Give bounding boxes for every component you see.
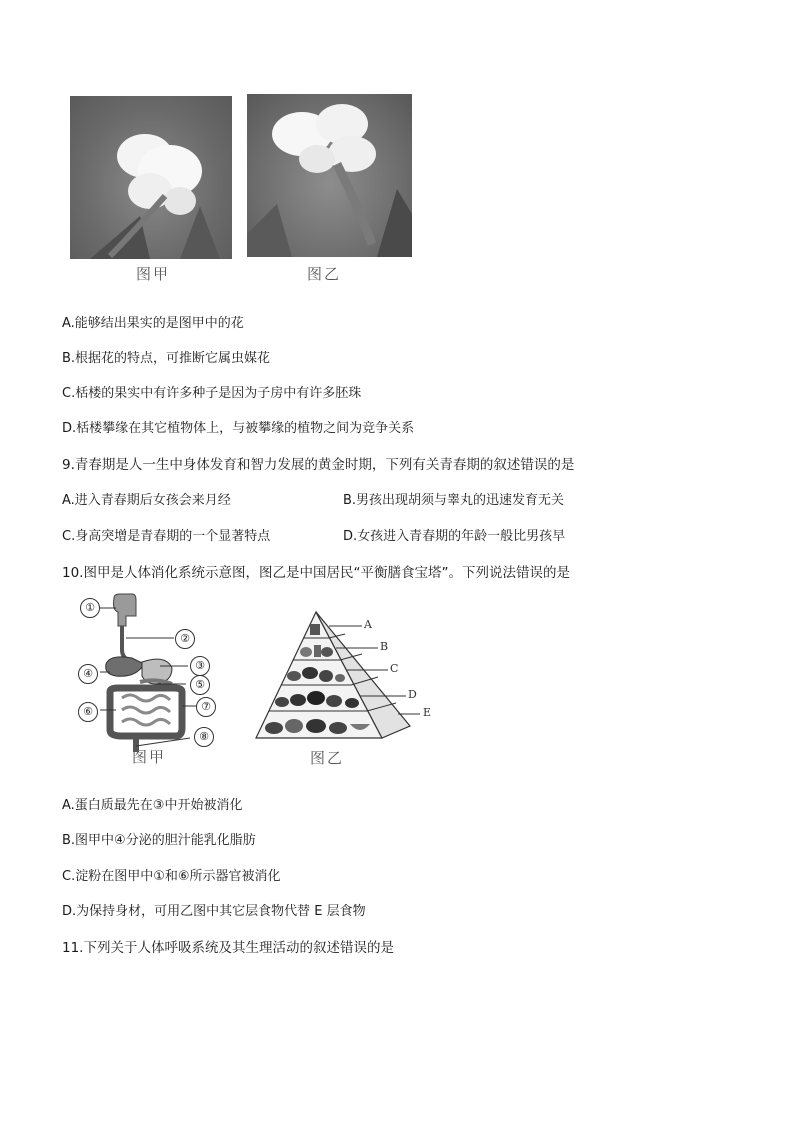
pyramid-label-a: A bbox=[364, 618, 372, 631]
q8-option-a: A.能够结出果实的是图甲中的花 bbox=[62, 316, 244, 331]
flower-photo-right bbox=[247, 94, 412, 257]
pyramid-caption: 图乙 bbox=[310, 749, 345, 767]
figure-caption-left: 图甲 bbox=[136, 265, 171, 283]
pyramid-label-e: E bbox=[423, 706, 432, 719]
q11-stem: 11.下列关于人体呼吸系统及其生理活动的叙述错误的是 bbox=[62, 940, 394, 956]
q9-stem: 9.青春期是人一生中身体发育和智力发展的黄金时期，下列有关青春期的叙述错误的是 bbox=[62, 457, 575, 473]
q10-option-a: A.蛋白质最先在③中开始被消化 bbox=[62, 798, 243, 813]
label-4: ④ bbox=[78, 664, 98, 684]
q9-option-b: B.男孩出现胡须与睾丸的迅速发育无关 bbox=[343, 493, 565, 508]
q10-option-c: C.淀粉在图甲中①和⑥所示器官被消化 bbox=[62, 869, 281, 884]
food-pyramid-diagram bbox=[250, 608, 445, 773]
label-7: ⑦ bbox=[196, 697, 216, 717]
q10-option-b: B.图甲中④分泌的胆汁能乳化脂肪 bbox=[62, 833, 256, 848]
pyramid-label-d: D bbox=[408, 688, 417, 701]
pyramid-label-b: B bbox=[380, 640, 389, 653]
q10-option-d: D.为保持身材，可用乙图中其它层食物代替 E 层食物 bbox=[62, 904, 366, 919]
flower-photo-left bbox=[70, 96, 232, 259]
label-1: ① bbox=[80, 598, 100, 618]
flower-image-right bbox=[247, 94, 412, 257]
label-2: ② bbox=[175, 629, 195, 649]
q9-option-a: A.进入青春期后女孩会来月经 bbox=[62, 493, 231, 508]
digestive-caption: 图甲 bbox=[132, 748, 167, 766]
figure-caption-right: 图乙 bbox=[307, 265, 342, 283]
label-3: ③ bbox=[190, 656, 210, 676]
label-6: ⑥ bbox=[78, 702, 98, 722]
flower-image-left bbox=[70, 96, 232, 259]
label-8: ⑧ bbox=[194, 727, 214, 747]
digestive-system-drawing bbox=[70, 592, 245, 772]
pyramid-label-c: C bbox=[390, 662, 399, 675]
q9-option-d: D.女孩进入青春期的年龄一般比男孩早 bbox=[343, 529, 566, 544]
q8-option-c: C.栝楼的果实中有许多种子是因为子房中有许多胚珠 bbox=[62, 386, 362, 401]
digestive-system-diagram bbox=[70, 592, 245, 772]
food-pyramid-drawing bbox=[250, 608, 445, 748]
q9-option-c: C.身高突增是青春期的一个显著特点 bbox=[62, 529, 271, 544]
q10-stem: 10.图甲是人体消化系统示意图，图乙是中国居民“平衡膳食宝塔”。下列说法错误的是 bbox=[62, 565, 570, 581]
label-5: ⑤ bbox=[190, 675, 210, 695]
q8-option-d: D.栝楼攀缘在其它植物体上，与被攀缘的植物之间为竞争关系 bbox=[62, 421, 415, 436]
q8-option-b: B.根据花的特点，可推断它属虫媒花 bbox=[62, 351, 271, 366]
